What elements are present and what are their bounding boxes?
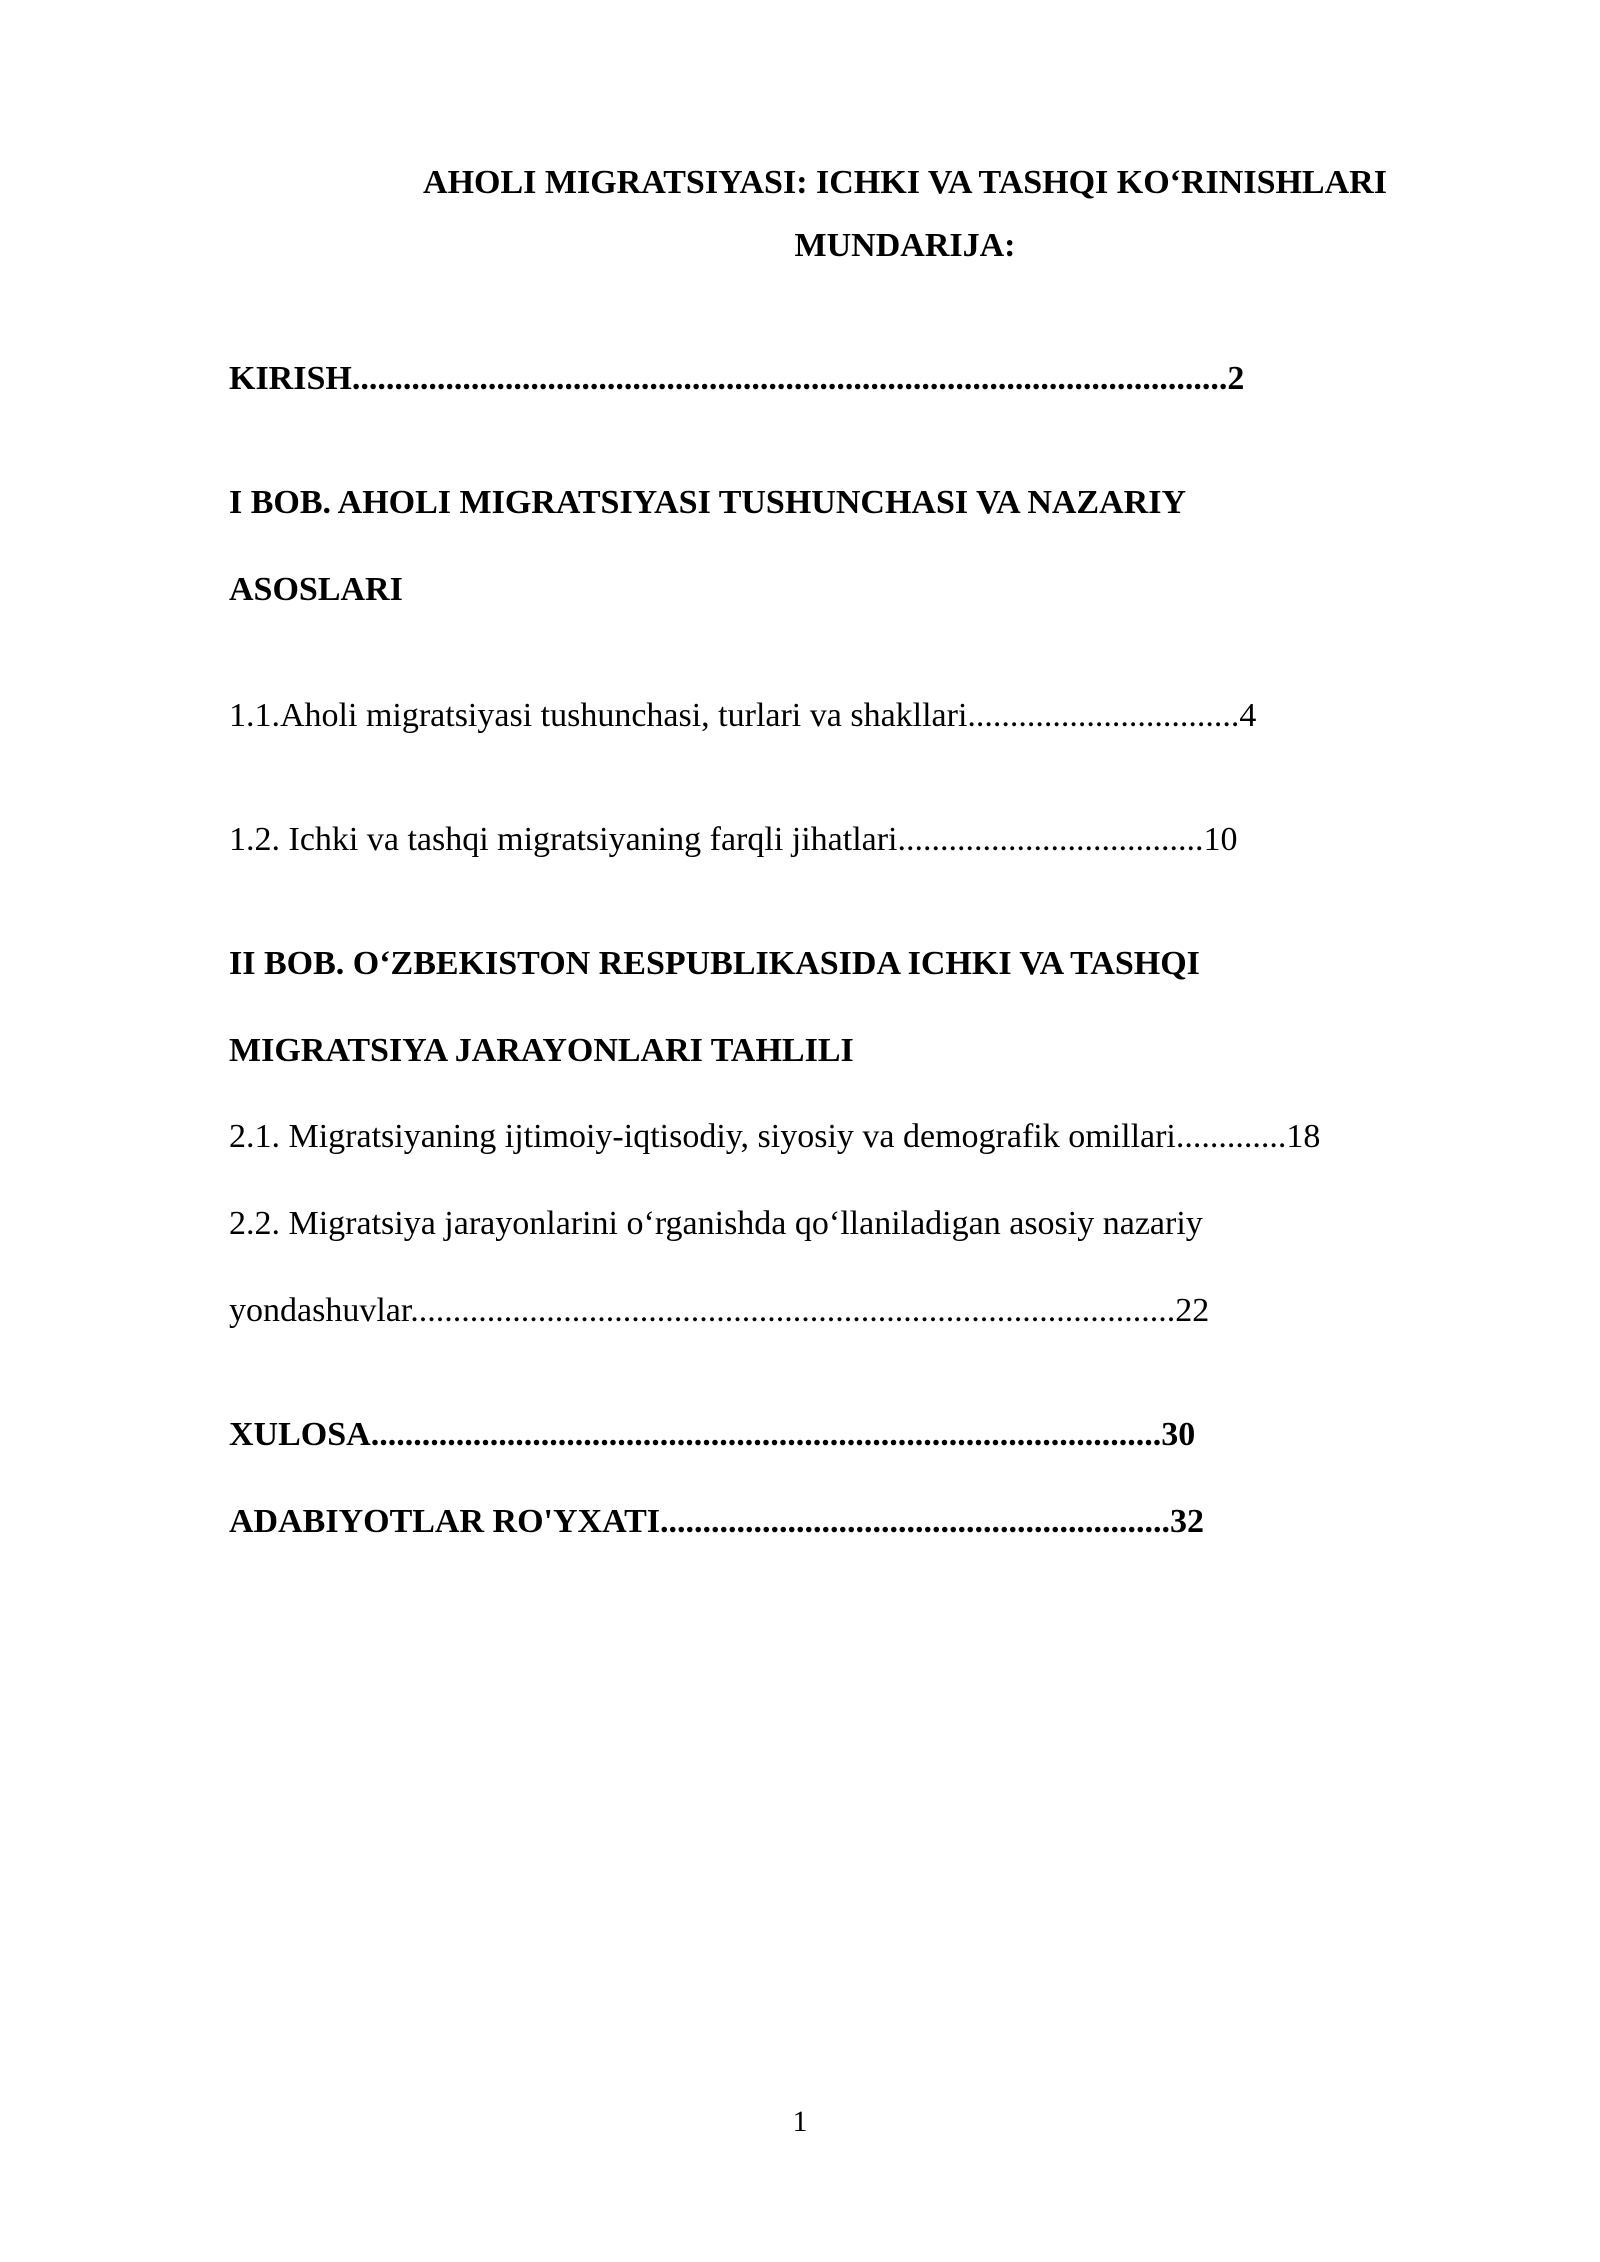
document-title: AHOLI MIGRATSIYASI: ICHKI VA TASHQI KO‘RINISHLARI — [423, 164, 1387, 201]
toc-entry-2-1: 2.1. Migratsiyaning ijtimoiy-iqtisodiy, siyosiy va demografik omillari.............18 — [229, 1118, 1321, 1155]
toc-entry-2-2-cont: yondashuvlar..........................................................................................22 — [229, 1292, 1210, 1329]
toc-entry-2-2: 2.2. Migratsiya jarayonlarini o‘rganishda qo‘llaniladigan asosiy nazariy — [229, 1205, 1203, 1242]
toc-chapter-1-title: I BOB. AHOLI MIGRATSIYASI TUSHUNCHASI VA NAZARIY — [229, 484, 1186, 521]
toc-chapter-1-title-cont: ASOSLARI — [229, 571, 403, 608]
toc-entry-kirish: KIRISH.......................................................................................................2 — [229, 360, 1245, 397]
toc-heading: MUNDARIJA: — [794, 227, 1016, 264]
toc-entry-adabiyotlar: ADABIYOTLAR RO'YXATI............................................................32 — [229, 1503, 1205, 1540]
toc-chapter-2-title: II BOB. O‘ZBEKISTON RESPUBLIKASIDA ICHKI VA TASHQI — [229, 945, 1200, 982]
toc-entry-1-2: 1.2. Ichki va tashqi migratsiyaning farqli jihatlari....................................10 — [229, 821, 1238, 858]
page-number: 1 — [792, 2105, 808, 2138]
toc-chapter-2-title-cont: MIGRATSIYA JARAYONLARI TAHLILI — [229, 1032, 854, 1069]
toc-entry-1-1: 1.1.Aholi migratsiyasi tushunchasi, turlari va shakllari................................4 — [229, 697, 1257, 734]
toc-entry-xulosa: XULOSA.............................................................................................30 — [229, 1416, 1196, 1453]
